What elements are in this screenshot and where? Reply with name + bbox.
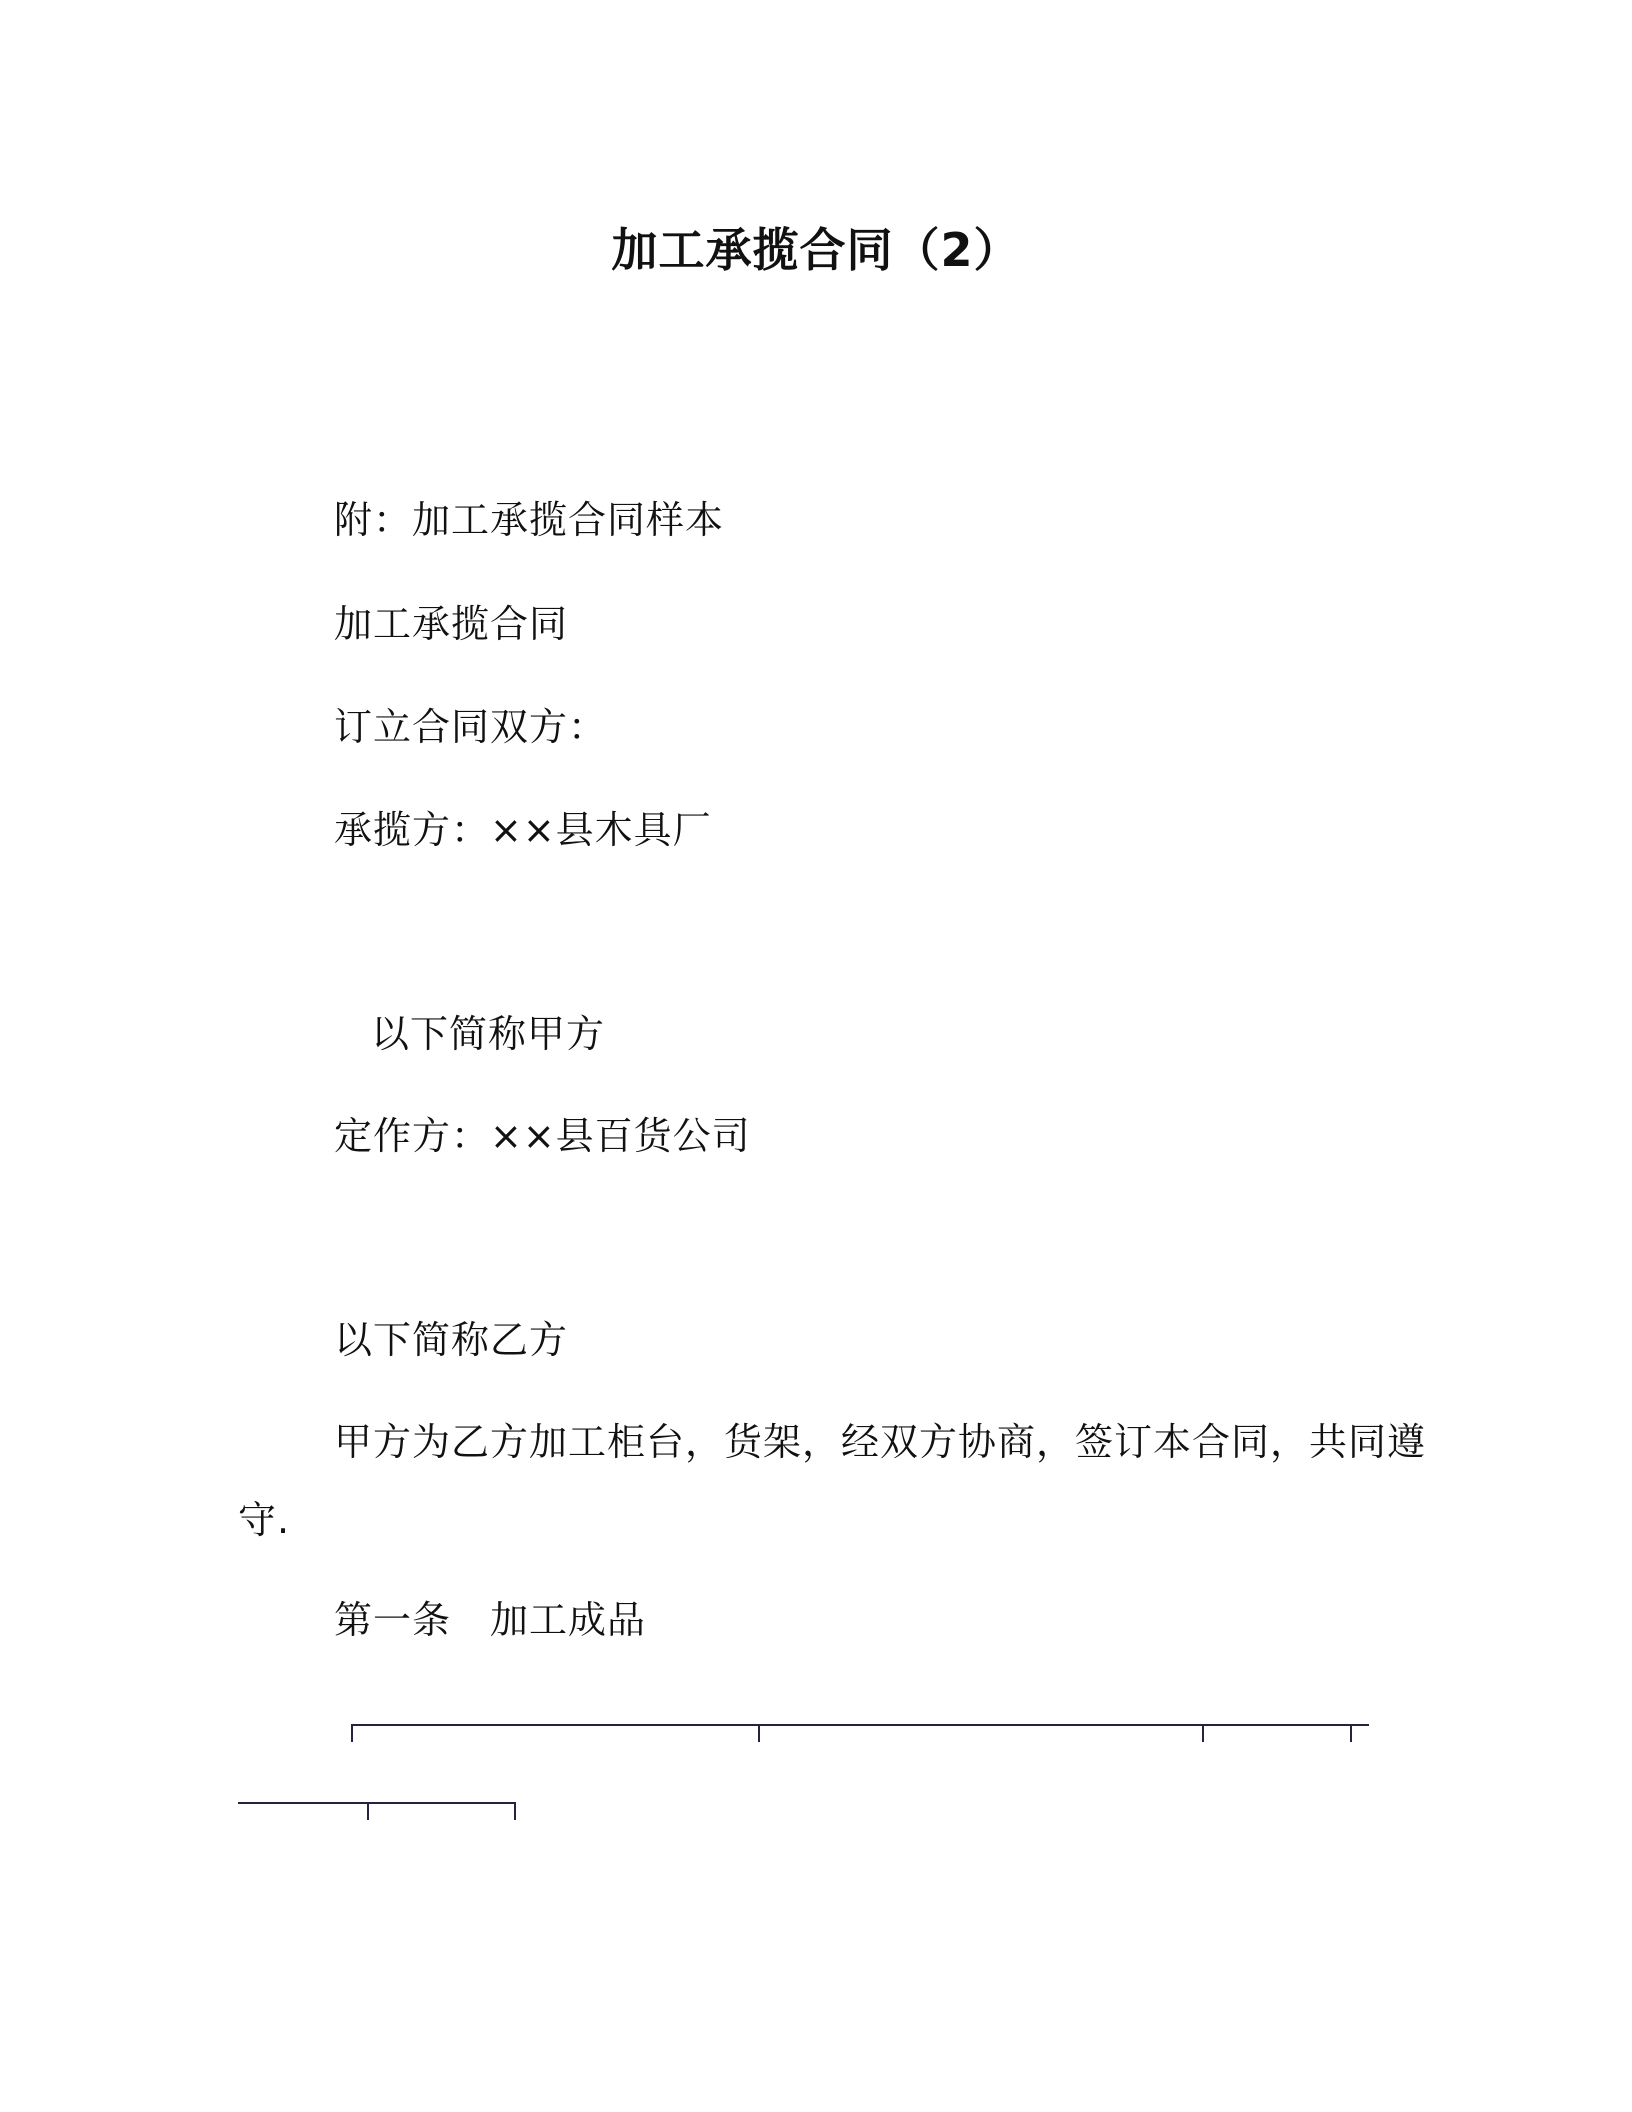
table-second-rule [238,1802,516,1804]
intro-paragraph-line-1: 甲方为乙方加工柜台，货架，经双方协商，签订本合同，共同遵 [334,1420,1427,1464]
table-cell-divider [514,1802,516,1820]
contractor-alias-line: 以下简称甲方 [371,1012,606,1056]
customer-line: 定作方：××县百货公司 [334,1114,751,1158]
document-title: 加工承揽合同（2） [611,223,1021,277]
intro-paragraph-line-2: 守. [238,1498,291,1542]
table-cell-divider [367,1802,369,1820]
table-cell-divider [1202,1724,1204,1742]
table-top-rule [351,1724,1369,1726]
contractor-line: 承揽方：××县木具厂 [334,808,712,852]
article-1-heading: 第一条 加工成品 [334,1598,647,1642]
table-cell-divider [1350,1724,1352,1742]
customer-alias-line: 以下简称乙方 [334,1318,569,1362]
table-cell-divider [758,1724,760,1742]
table-cell-divider [351,1724,353,1742]
attachment-line: 附：加工承揽合同样本 [334,498,725,542]
parties-heading: 订立合同双方： [334,705,608,749]
contract-name-line: 加工承揽合同 [334,602,569,646]
